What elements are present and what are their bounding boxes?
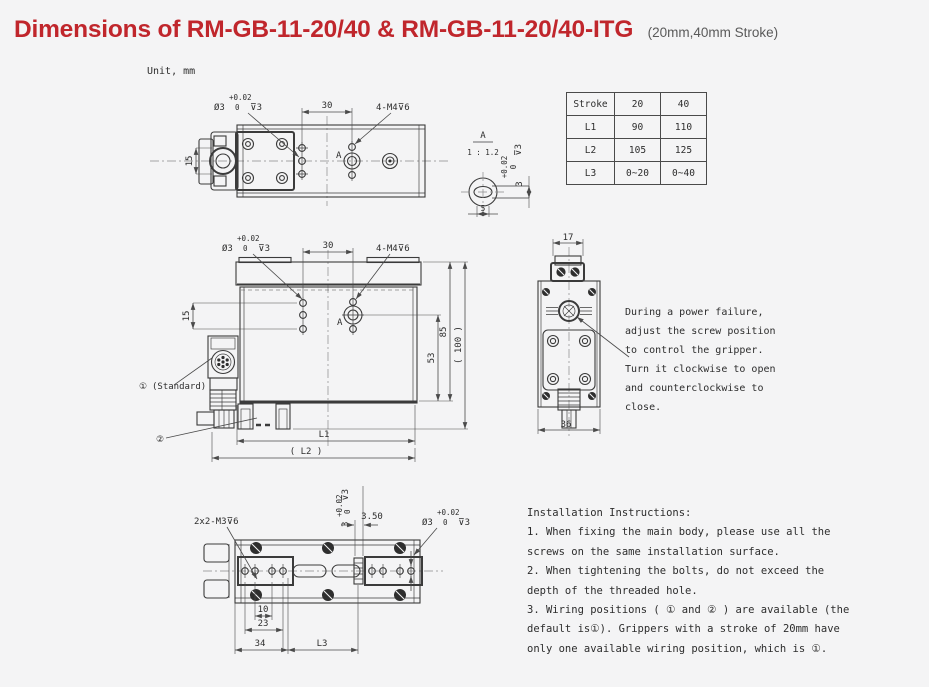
- detail-tol-plus-label: +0.02: [500, 155, 509, 179]
- dim-36-label: 36: [560, 420, 572, 430]
- dim-10-label: 10: [257, 605, 269, 615]
- instruction-line: only one available wiring position, which is ①.: [527, 642, 828, 655]
- dim-l3-label: L3: [316, 639, 328, 649]
- unit-label: Unit, mm: [147, 66, 196, 77]
- tolerance-plus-label: +0.02: [229, 93, 252, 102]
- instructions-heading: Installation Instructions:: [527, 507, 692, 519]
- detail-a-scale: 1 : 1.2: [467, 148, 499, 157]
- tolerance-plus-label: +0.02: [237, 234, 260, 243]
- table-cell: 125: [661, 139, 707, 162]
- detail-depth-label: ⊽3: [514, 143, 524, 157]
- tolerance-plus-label: +0.02: [437, 508, 460, 517]
- hole-depth-label: ⊽3: [250, 103, 263, 113]
- note-line: adjust the screw position: [625, 326, 776, 337]
- tolerance-zero-label: 0: [443, 518, 448, 527]
- note-line: to control the gripper.: [625, 345, 764, 356]
- table-cell: 20: [615, 93, 661, 116]
- note-line: and counterclockwise to: [625, 383, 764, 394]
- tolerance-zero-label: 0: [235, 103, 240, 112]
- dim-15-label: 15: [185, 155, 195, 167]
- installation-instructions: [527, 504, 849, 659]
- dim-l1-label: L1: [318, 430, 330, 440]
- power-failure-note: [625, 303, 776, 417]
- table-cell: L1: [567, 116, 615, 139]
- dim-53-label: 53: [427, 352, 437, 364]
- hole-depth-label: ⊽3: [258, 244, 271, 254]
- table-cell: 105: [615, 139, 661, 162]
- detail-dim-3-label: 3: [515, 181, 525, 187]
- thread-callout-label: 4-M4⊽6: [376, 244, 410, 254]
- note-line: During a power failure,: [625, 307, 764, 318]
- table-cell: 110: [661, 116, 707, 139]
- hole-dia-label: Ø3: [422, 518, 433, 528]
- dim-17-label: 17: [562, 233, 574, 243]
- table-cell: Stroke: [567, 93, 615, 116]
- dim-100-label: ( 100 ): [454, 326, 464, 364]
- top-view-drawing: [150, 93, 448, 206]
- side-view-drawing: [538, 233, 629, 436]
- table-cell: 90: [615, 116, 661, 139]
- thread-callout-label: 2x2-M3⊽6: [194, 517, 239, 527]
- dim-23-label: 23: [257, 619, 269, 629]
- table-cell: L3: [567, 162, 615, 185]
- wiring-pos-1-note: (Standard): [152, 382, 207, 392]
- hole-a-label: A: [336, 151, 342, 161]
- bottom-view-drawing: [194, 486, 470, 654]
- table-cell: 0~20: [615, 162, 661, 185]
- instruction-line: screws on the same installation surface.: [527, 545, 780, 558]
- slot-depth-label: ⊽3: [341, 488, 351, 501]
- dim-350-label: 3.50: [361, 512, 383, 522]
- hole-dia-label: Ø3: [222, 244, 233, 254]
- dim-30-label: 30: [321, 101, 333, 111]
- slot-tol-plus-label: +0.02: [335, 494, 344, 517]
- instruction-line: depth of the threaded hole.: [527, 584, 698, 597]
- detail-dim-5-label: 5: [480, 204, 486, 213]
- table-cell: 0~40: [661, 162, 707, 185]
- tolerance-zero-label: 0: [243, 244, 248, 253]
- wiring-pos-1-label: ①: [139, 382, 148, 392]
- hole-a-label: A: [337, 318, 343, 328]
- note-line: close.: [625, 402, 662, 413]
- instruction-line: 1. When fixing the main body, please use all the: [527, 526, 831, 539]
- detail-tol-zero-label: 0: [509, 164, 518, 170]
- instruction-line: default is①). Grippers with a stroke of 20mm have: [527, 623, 840, 636]
- detail-a-title: A: [480, 131, 486, 141]
- hole-dia-label: Ø3: [214, 103, 225, 113]
- table-cell: 40: [661, 93, 707, 116]
- front-view-drawing: [139, 234, 468, 462]
- page-title: Dimensions of RM-GB-11-20/40 & RM-GB-11-20/40-ITG: [14, 16, 634, 43]
- instruction-line: 2. When tightening the bolts, do not exceed the: [527, 565, 825, 578]
- table-cell: L2: [567, 139, 615, 162]
- wiring-pos-2-label: ②: [156, 435, 165, 445]
- dim-30-label: 30: [322, 241, 334, 251]
- slot-tol-zero-label: 0: [343, 509, 352, 514]
- thread-callout-label: 4-M4⊽6: [376, 103, 410, 113]
- dim-34-label: 34: [254, 639, 266, 649]
- slot-dim-3-label: 3: [341, 521, 351, 527]
- dim-15-label: 15: [182, 310, 192, 322]
- dim-85-label: 85: [439, 326, 449, 338]
- dim-l2-label: ( L2 ): [289, 447, 323, 457]
- hole-depth-label: ⊽3: [458, 518, 471, 528]
- detail-a-drawing: [461, 131, 529, 217]
- instruction-line: 3. Wiring positions ( ① and ② ) are available (the: [527, 604, 850, 617]
- note-line: Turn it clockwise to open: [625, 364, 776, 375]
- page-subtitle: (20mm,40mm Stroke): [647, 25, 779, 40]
